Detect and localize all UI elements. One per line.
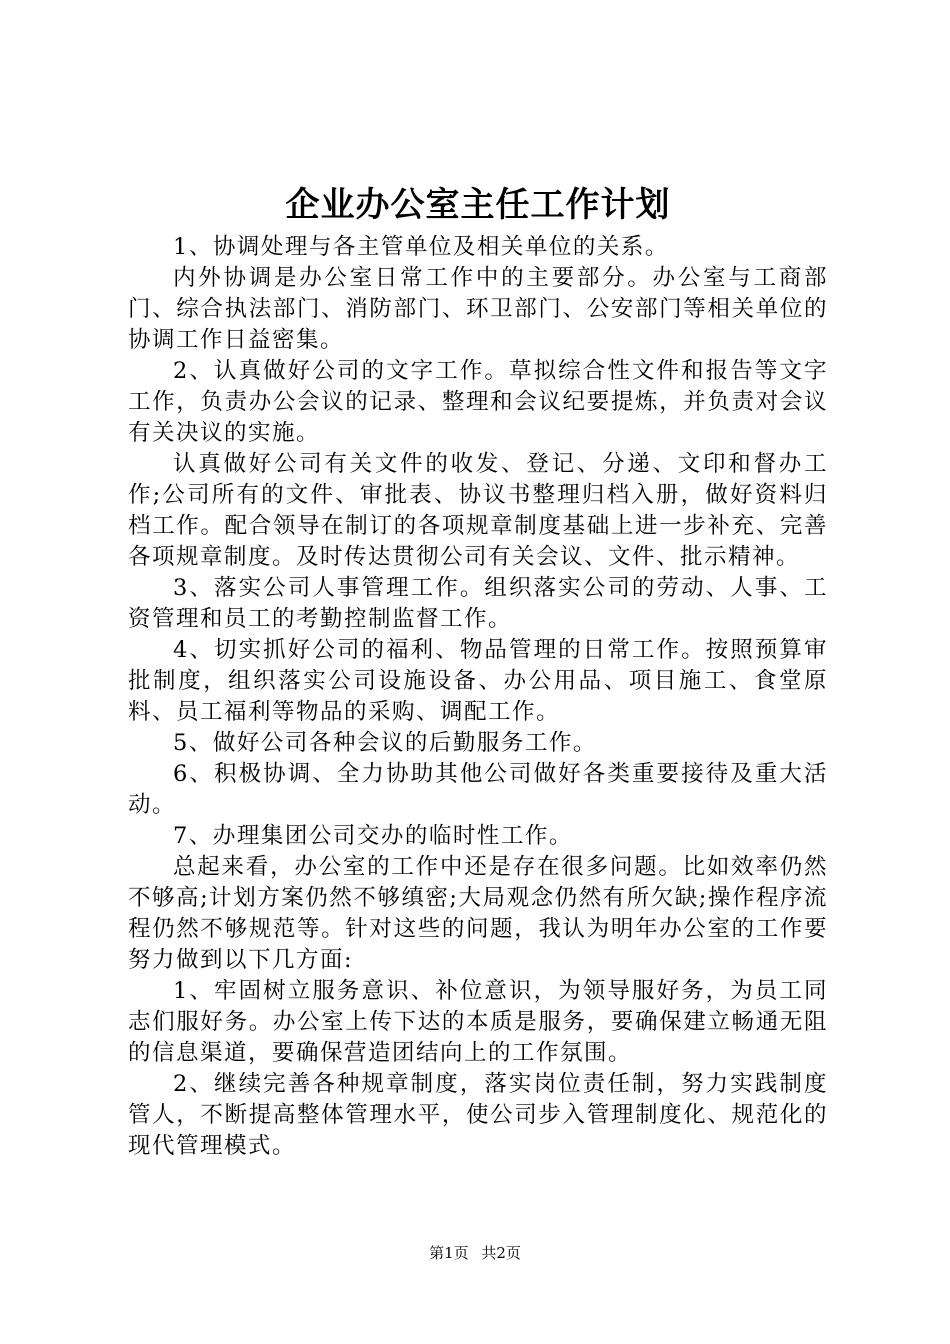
paragraph: 4、切实抓好公司的福利、物品管理的日常工作。按照预算审批制度，组织落实公司设施设备、办公用品、项目施工、食堂原料、员工福利等物品的采购、调配工作。	[128, 637, 828, 725]
paragraph: 2、继续完善各种规章制度，落实岗位责任制，努力实践制度管人，不断提高整体管理水平，使公司步入管理制度化、规范化的现代管理模式。	[128, 1071, 828, 1159]
paragraph: 内外协调是办公室日常工作中的主要部分。办公室与工商部门、综合执法部门、消防部门、环卫部门、公安部门等相关单位的协调工作日益密集。	[128, 265, 828, 353]
paragraph: 认真做好公司有关文件的收发、登记、分递、文印和督办工作;公司所有的文件、审批表、协议书整理归档入册，做好资料归档工作。配合领导在制订的各项规章制度基础上进一步补充、完善各项规章制度。及时传达贯彻公司有关会议、文件、批示精神。	[128, 451, 828, 570]
paragraph: 5、做好公司各种会议的后勤服务工作。	[173, 730, 597, 756]
paragraph: 1、协调处理与各主管单位及相关单位的关系。	[173, 234, 669, 260]
paragraph: 3、落实公司人事管理工作。组织落实公司的劳动、人事、工资管理和员工的考勤控制监督工作。	[128, 575, 828, 632]
paragraph: 1、牢固树立服务意识、补位意识，为领导服好务，为员工同志们服好务。办公室上传下达的本质是服务，要确保建立畅通无阻的信息渠道，要确保营造团结向上的工作氛围。	[128, 978, 828, 1066]
paragraph: 7、办理集团公司交办的临时性工作。	[173, 823, 573, 849]
document-page	[128, 180, 828, 1162]
document-title: 企业办公室主任工作计划	[285, 185, 671, 225]
paragraph: 6、积极协调、全力协助其他公司做好各类重要接待及重大活动。	[128, 761, 828, 818]
paragraph: 2、认真做好公司的文字工作。草拟综合性文件和报告等文字工作，负责办公会议的记录、整理和会议纪要提炼，并负责对会议有关决议的实施。	[128, 358, 828, 446]
page-footer	[0, 1243, 950, 1263]
page-number: 第1页	[429, 1244, 469, 1262]
page-total: 共2页	[481, 1244, 521, 1262]
document-body	[128, 232, 828, 1162]
paragraph: 总起来看，办公室的工作中还是存在很多问题。比如效率仍然不够高;计划方案仍然不够缜密;大局观念仍然有所欠缺;操作程序流程仍然不够规范等。针对这些的问题，我认为明年办公室的工作要努力做到以下几方面:	[128, 854, 828, 973]
